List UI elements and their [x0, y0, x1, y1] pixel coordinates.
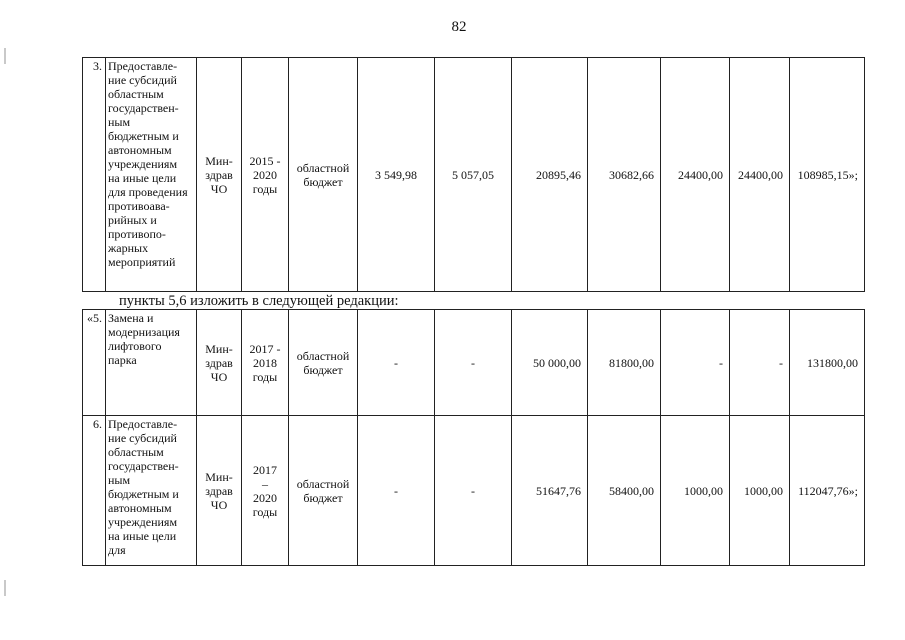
value-2020: - — [730, 310, 790, 416]
executor — [197, 58, 242, 292]
row-number: 6. — [83, 416, 106, 566]
measure-name-line: жарных — [108, 241, 149, 255]
section-note: пункты 5,6 изложить в следующей редакции: — [119, 293, 399, 309]
page-number: 82 — [451, 19, 467, 35]
value-2016: 5 057,05 — [435, 58, 512, 292]
value-2017: 51647,76 — [512, 416, 588, 566]
period-line: 2020 — [253, 167, 277, 182]
value-2017: 20895,46 — [512, 58, 588, 292]
value-2015: - — [358, 416, 435, 566]
measure-name-line: на иные цели — [108, 171, 177, 185]
measure-name-line: учреждениям — [108, 515, 178, 529]
value-2016: - — [435, 310, 512, 416]
value-2018: 81800,00 — [588, 310, 661, 416]
measure-name-line: Замена и — [108, 311, 154, 325]
period-line: 2017 - — [249, 341, 281, 356]
funding-source — [289, 416, 358, 566]
period-line: годы — [252, 369, 278, 384]
period-line: 2015 - — [249, 153, 281, 168]
measure-name-line: для проведения — [108, 185, 188, 199]
executor-line: ЧО — [210, 497, 228, 512]
measure-name-line: рийных и — [108, 213, 157, 227]
funding-source-line: бюджет — [303, 362, 343, 377]
value-2016: - — [435, 416, 512, 566]
executor — [197, 416, 242, 566]
value-2018: 58400,00 — [588, 416, 661, 566]
value-2019: - — [661, 310, 730, 416]
period-line: 2020 — [253, 490, 277, 505]
value-total: 108985,15»; — [790, 58, 865, 292]
measure-name-line: для — [108, 543, 126, 557]
measure-name-line: модернизация — [108, 325, 180, 339]
funding-source-line: областной — [296, 160, 350, 175]
value-total: 131800,00 — [790, 310, 865, 416]
value-2018: 30682,66 — [588, 58, 661, 292]
table-row — [83, 310, 865, 416]
measure-name-line: мероприятий — [108, 255, 176, 269]
executor-line: Мин- — [205, 153, 233, 168]
funding-source-line: бюджет — [303, 174, 343, 189]
value-2019: 1000,00 — [661, 416, 730, 566]
measure-name-line: государствен- — [108, 459, 179, 473]
measure-name-line: Предоставле- — [108, 417, 178, 431]
measure-name-line: лифтового — [108, 339, 162, 353]
measure-name-line: ным — [108, 115, 131, 129]
executor — [197, 310, 242, 416]
measure-name-line: учреждениям — [108, 157, 178, 171]
measure-name-line: Предоставле- — [108, 59, 178, 73]
measure-name — [106, 416, 197, 566]
period-line: 2018 — [253, 355, 277, 370]
scan-edge-mark — [4, 48, 6, 64]
period-line: годы — [252, 181, 278, 196]
executor-line: здрав — [205, 355, 233, 370]
measure-name-line: государствен- — [108, 101, 179, 115]
period-line: 2017 — [253, 462, 277, 477]
funding-source — [289, 58, 358, 292]
period — [242, 310, 289, 416]
executor-line: ЧО — [210, 181, 228, 196]
measure-name-line: ным — [108, 473, 131, 487]
value-2019: 24400,00 — [661, 58, 730, 292]
measure-name-line: областным — [108, 87, 164, 101]
value-2020: 24400,00 — [730, 58, 790, 292]
measure-name-line: бюджетным и — [108, 487, 179, 501]
budget-table-top — [82, 57, 865, 292]
measure-name-line: автономным — [108, 143, 172, 157]
measure-name — [106, 310, 197, 416]
measure-name-line: областным — [108, 445, 164, 459]
period-line: годы — [252, 504, 278, 519]
measure-name-line: парка — [108, 353, 137, 367]
scan-edge-mark — [4, 580, 6, 596]
table-row — [83, 58, 865, 292]
period — [242, 58, 289, 292]
row-number: 3. — [83, 58, 106, 292]
period-line: – — [262, 476, 268, 491]
value-total: 112047,76»; — [790, 416, 865, 566]
measure-name-line: противоава- — [108, 199, 170, 213]
executor-line: ЧО — [210, 369, 228, 384]
measure-name-line: бюджетным и — [108, 129, 179, 143]
measure-name-line: ние субсидий — [108, 431, 177, 445]
funding-source-line: областной — [296, 348, 350, 363]
executor-line: здрав — [205, 167, 233, 182]
funding-source-line: областной — [296, 476, 350, 491]
value-2015: - — [358, 310, 435, 416]
measure-name-line: автономным — [108, 501, 172, 515]
value-2015: 3 549,98 — [358, 58, 435, 292]
funding-source — [289, 310, 358, 416]
value-2020: 1000,00 — [730, 416, 790, 566]
table-row — [83, 416, 865, 566]
budget-table-bottom — [82, 309, 865, 566]
measure-name-line: ние субсидий — [108, 73, 177, 87]
measure-name-line: противопо- — [108, 227, 166, 241]
funding-source-line: бюджет — [303, 490, 343, 505]
row-number: «5. — [83, 310, 106, 416]
executor-line: здрав — [205, 483, 233, 498]
measure-name-line: на иные цели — [108, 529, 177, 543]
period — [242, 416, 289, 566]
executor-line: Мин- — [205, 341, 233, 356]
value-2017: 50 000,00 — [512, 310, 588, 416]
executor-line: Мин- — [205, 469, 233, 484]
measure-name — [106, 58, 197, 292]
